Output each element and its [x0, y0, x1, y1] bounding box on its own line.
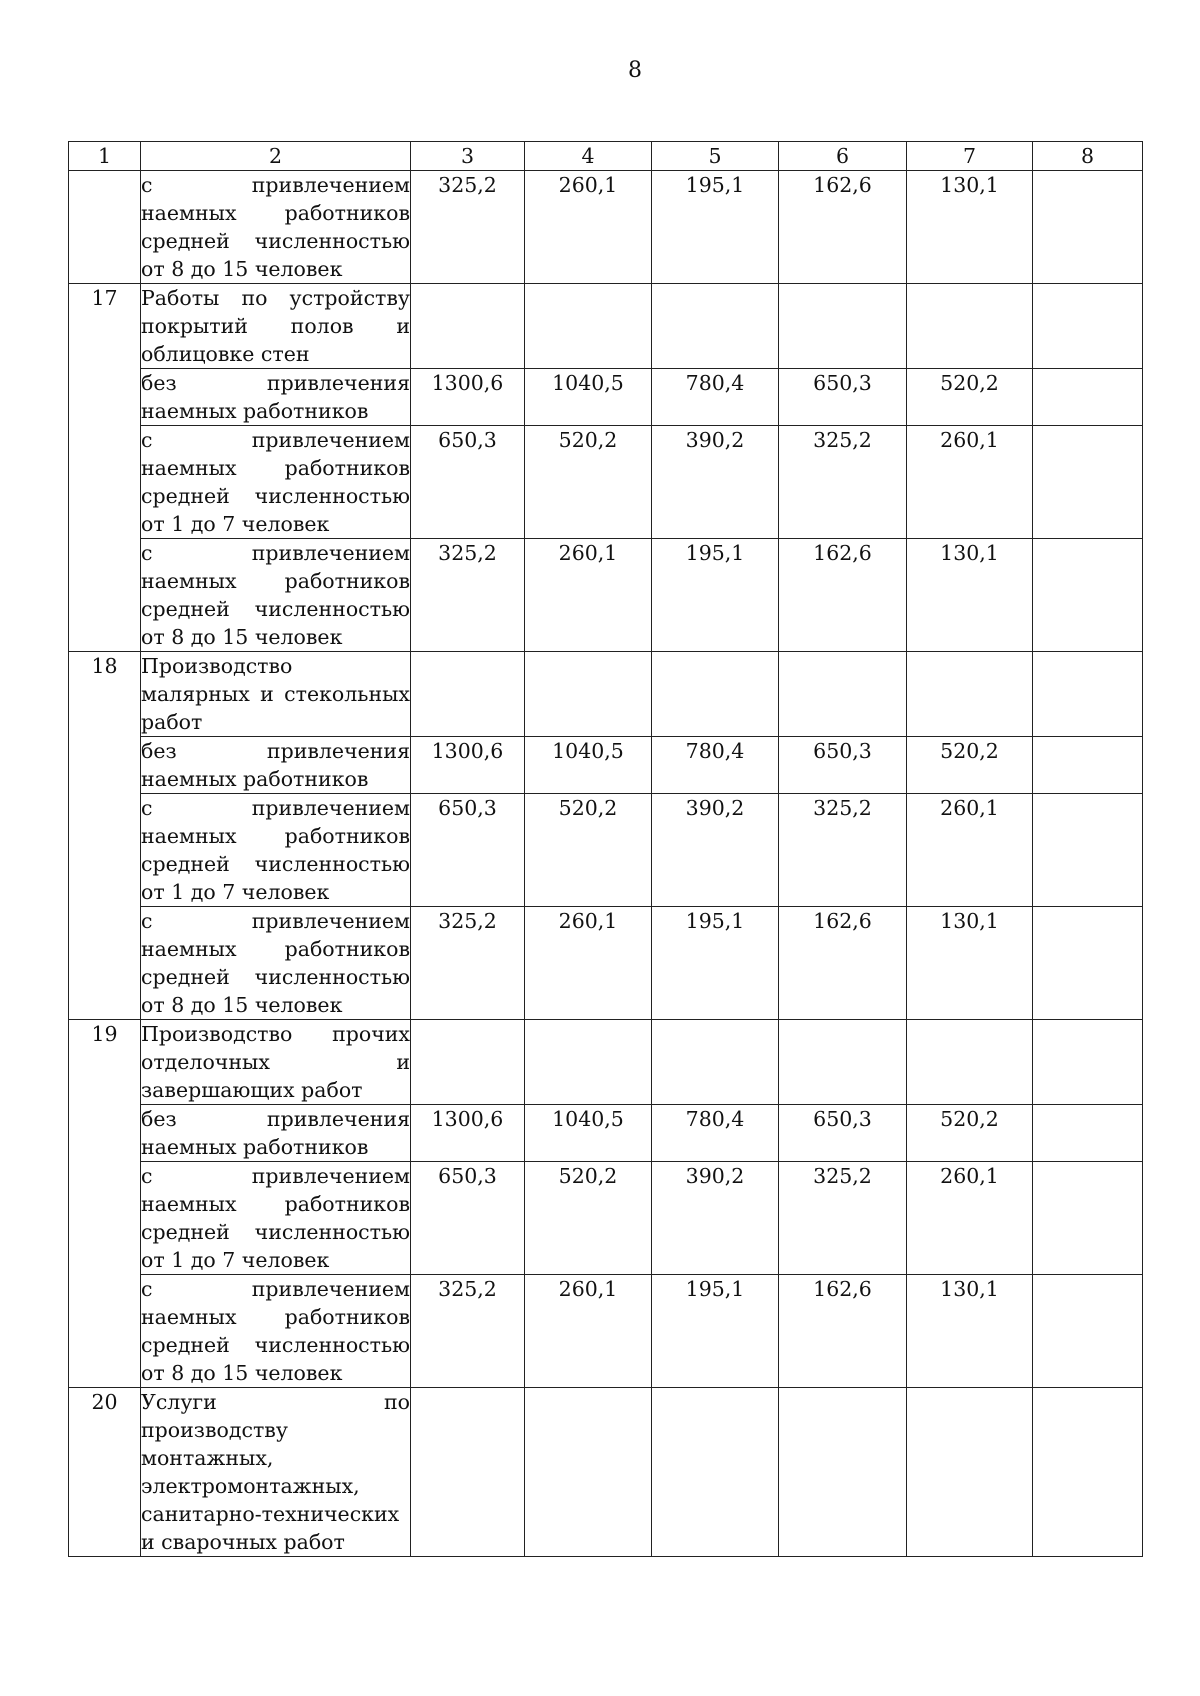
description-cell [141, 539, 411, 652]
table-row [69, 369, 1143, 426]
description-line: малярных и стекольных [141, 682, 410, 706]
value-cell-col-8 [1033, 907, 1143, 1020]
description-line: с привлечением [141, 796, 410, 820]
description-line: с привлечением [141, 428, 410, 452]
value-cell-col-6: 650,3 [779, 1105, 907, 1162]
value-cell-col-7 [907, 1388, 1033, 1557]
table-row [69, 737, 1143, 794]
description-line: с привлечением [141, 173, 410, 197]
item-number-cell: 20 [69, 1388, 141, 1557]
value-cell-col-8 [1033, 652, 1143, 737]
description-line: наемных работников [141, 937, 410, 961]
value-cell-col-6 [779, 1388, 907, 1557]
value-cell-col-8 [1033, 426, 1143, 539]
value-cell-col-5: 390,2 [652, 794, 779, 907]
item-number-cell: 17 [69, 284, 141, 652]
description-line: и сварочных работ [141, 1530, 345, 1554]
value-cell-col-6 [779, 284, 907, 369]
description-line: наемных работников [141, 767, 369, 791]
description-cell [141, 1105, 411, 1162]
value-cell-col-7 [907, 284, 1033, 369]
description-line: от 1 до 7 человек [141, 880, 330, 904]
description-line: от 1 до 7 человек [141, 512, 330, 536]
description-line: производству [141, 1418, 288, 1442]
description-cell [141, 737, 411, 794]
value-cell-col-5: 195,1 [652, 1275, 779, 1388]
description-line: с привлечением [141, 1277, 410, 1301]
value-cell-col-5: 390,2 [652, 1162, 779, 1275]
description-cell [141, 284, 411, 369]
value-cell-col-4: 520,2 [525, 426, 652, 539]
value-cell-col-7: 520,2 [907, 737, 1033, 794]
description-line: монтажных, [141, 1446, 274, 1470]
value-cell-col-7 [907, 652, 1033, 737]
value-cell-col-3: 325,2 [411, 907, 525, 1020]
value-cell-col-3: 650,3 [411, 794, 525, 907]
value-cell-col-4: 1040,5 [525, 369, 652, 426]
value-cell-col-8 [1033, 1275, 1143, 1388]
description-line: с привлечением [141, 541, 410, 565]
description-line: без привлечения [141, 739, 410, 763]
header-cell: 1 [69, 142, 141, 171]
value-cell-col-4: 260,1 [525, 1275, 652, 1388]
description-cell [141, 1275, 411, 1388]
header-cell: 2 [141, 142, 411, 171]
value-cell-col-7: 260,1 [907, 426, 1033, 539]
value-cell-col-3: 325,2 [411, 539, 525, 652]
description-cell [141, 652, 411, 737]
value-cell-col-4: 260,1 [525, 171, 652, 284]
description-cell [141, 1162, 411, 1275]
description-line: наемных работников [141, 1135, 369, 1159]
value-cell-col-3 [411, 1020, 525, 1105]
value-cell-col-6: 162,6 [779, 539, 907, 652]
value-cell-col-6 [779, 652, 907, 737]
header-cell: 3 [411, 142, 525, 171]
description-line: покрытий полов и [141, 314, 410, 338]
value-cell-col-8 [1033, 369, 1143, 426]
value-cell-col-3: 650,3 [411, 426, 525, 539]
table-row [69, 426, 1143, 539]
description-line: наемных работников [141, 399, 369, 423]
value-cell-col-6: 325,2 [779, 1162, 907, 1275]
description-line: наемных работников [141, 1192, 410, 1216]
value-cell-col-3: 1300,6 [411, 369, 525, 426]
table-row [69, 907, 1143, 1020]
description-line: наемных работников [141, 456, 410, 480]
value-cell-col-7 [907, 1020, 1033, 1105]
description-line: от 8 до 15 человек [141, 1361, 343, 1385]
description-line: наемных работников [141, 824, 410, 848]
value-cell-col-7: 130,1 [907, 171, 1033, 284]
value-cell-col-4 [525, 284, 652, 369]
header-cell: 8 [1033, 142, 1143, 171]
description-line: электромонтажных, [141, 1474, 360, 1498]
value-cell-col-5: 195,1 [652, 171, 779, 284]
description-line: средней численностью [141, 965, 410, 989]
description-line: от 8 до 15 человек [141, 257, 343, 281]
table-row [69, 171, 1143, 284]
value-cell-col-8 [1033, 539, 1143, 652]
description-line: наемных работников [141, 569, 410, 593]
header-cell: 4 [525, 142, 652, 171]
description-line: завершающих работ [141, 1078, 363, 1102]
description-line: без привлечения [141, 371, 410, 395]
table-row [69, 652, 1143, 737]
value-cell-col-5: 780,4 [652, 369, 779, 426]
value-cell-col-6: 325,2 [779, 426, 907, 539]
page-number: 8 [628, 58, 642, 83]
description-line: Работы по устройству [141, 286, 410, 310]
table-header-row [69, 142, 1143, 171]
description-line: от 1 до 7 человек [141, 1248, 330, 1272]
description-line: средней численностью [141, 1333, 410, 1357]
item-number-cell: 19 [69, 1020, 141, 1388]
value-cell-col-4: 520,2 [525, 794, 652, 907]
tariff-table [68, 141, 1143, 1557]
table-row [69, 1162, 1143, 1275]
description-line: средней численностью [141, 484, 410, 508]
value-cell-col-3: 1300,6 [411, 737, 525, 794]
value-cell-col-8 [1033, 1105, 1143, 1162]
description-line: средней численностью [141, 1220, 410, 1244]
value-cell-col-3 [411, 1388, 525, 1557]
description-line: с привлечением [141, 1164, 410, 1188]
value-cell-col-6: 162,6 [779, 907, 907, 1020]
table-row [69, 794, 1143, 907]
description-line: облицовке стен [141, 342, 310, 366]
description-line: санитарно-технических [141, 1502, 400, 1526]
value-cell-col-6: 325,2 [779, 794, 907, 907]
description-cell [141, 369, 411, 426]
table-row [69, 1105, 1143, 1162]
description-line: наемных работников [141, 201, 410, 225]
table-row [69, 1020, 1143, 1105]
value-cell-col-6: 650,3 [779, 737, 907, 794]
value-cell-col-3 [411, 652, 525, 737]
value-cell-col-7: 520,2 [907, 369, 1033, 426]
header-cell: 7 [907, 142, 1033, 171]
value-cell-col-7: 520,2 [907, 1105, 1033, 1162]
item-number-cell [69, 171, 141, 284]
description-line: наемных работников [141, 1305, 410, 1329]
value-cell-col-4: 260,1 [525, 539, 652, 652]
value-cell-col-3: 650,3 [411, 1162, 525, 1275]
description-line: работ [141, 710, 203, 734]
value-cell-col-3: 325,2 [411, 1275, 525, 1388]
value-cell-col-3 [411, 284, 525, 369]
description-line: Услуги по [141, 1390, 410, 1414]
value-cell-col-4: 520,2 [525, 1162, 652, 1275]
description-cell [141, 794, 411, 907]
value-cell-col-4: 1040,5 [525, 1105, 652, 1162]
value-cell-col-8 [1033, 737, 1143, 794]
value-cell-col-7: 130,1 [907, 907, 1033, 1020]
description-line: средней численностью [141, 852, 410, 876]
value-cell-col-8 [1033, 1162, 1143, 1275]
value-cell-col-7: 260,1 [907, 794, 1033, 907]
value-cell-col-5: 390,2 [652, 426, 779, 539]
value-cell-col-8 [1033, 1388, 1143, 1557]
value-cell-col-5: 780,4 [652, 737, 779, 794]
value-cell-col-8 [1033, 284, 1143, 369]
table-body [69, 142, 1143, 1557]
value-cell-col-6: 162,6 [779, 1275, 907, 1388]
value-cell-col-7: 130,1 [907, 539, 1033, 652]
value-cell-col-7: 260,1 [907, 1162, 1033, 1275]
table-row [69, 284, 1143, 369]
value-cell-col-7: 130,1 [907, 1275, 1033, 1388]
item-number-cell: 18 [69, 652, 141, 1020]
value-cell-col-3: 1300,6 [411, 1105, 525, 1162]
table-row [69, 539, 1143, 652]
value-cell-col-6: 162,6 [779, 171, 907, 284]
table-row [69, 1275, 1143, 1388]
description-line: с привлечением [141, 909, 410, 933]
value-cell-col-4: 1040,5 [525, 737, 652, 794]
description-line: от 8 до 15 человек [141, 625, 343, 649]
value-cell-col-4 [525, 1388, 652, 1557]
value-cell-col-5: 195,1 [652, 907, 779, 1020]
description-line: от 8 до 15 человек [141, 993, 343, 1017]
value-cell-col-6 [779, 1020, 907, 1105]
value-cell-col-5 [652, 652, 779, 737]
value-cell-col-8 [1033, 171, 1143, 284]
value-cell-col-5 [652, 1020, 779, 1105]
value-cell-col-5 [652, 1388, 779, 1557]
value-cell-col-5: 195,1 [652, 539, 779, 652]
description-line: средней численностью [141, 597, 410, 621]
description-cell [141, 907, 411, 1020]
description-cell [141, 1388, 411, 1557]
value-cell-col-5: 780,4 [652, 1105, 779, 1162]
description-line: без привлечения [141, 1107, 410, 1131]
value-cell-col-4 [525, 652, 652, 737]
header-cell: 5 [652, 142, 779, 171]
value-cell-col-8 [1033, 794, 1143, 907]
description-line: отделочных и [141, 1050, 410, 1074]
table-row [69, 1388, 1143, 1557]
value-cell-col-5 [652, 284, 779, 369]
value-cell-col-4 [525, 1020, 652, 1105]
description-cell [141, 1020, 411, 1105]
description-cell [141, 426, 411, 539]
value-cell-col-3: 325,2 [411, 171, 525, 284]
description-cell [141, 171, 411, 284]
value-cell-col-6: 650,3 [779, 369, 907, 426]
description-line: средней численностью [141, 229, 410, 253]
description-line: Производство прочих [141, 1022, 410, 1046]
description-line: Производство [141, 654, 293, 678]
header-cell: 6 [779, 142, 907, 171]
value-cell-col-4: 260,1 [525, 907, 652, 1020]
value-cell-col-8 [1033, 1020, 1143, 1105]
